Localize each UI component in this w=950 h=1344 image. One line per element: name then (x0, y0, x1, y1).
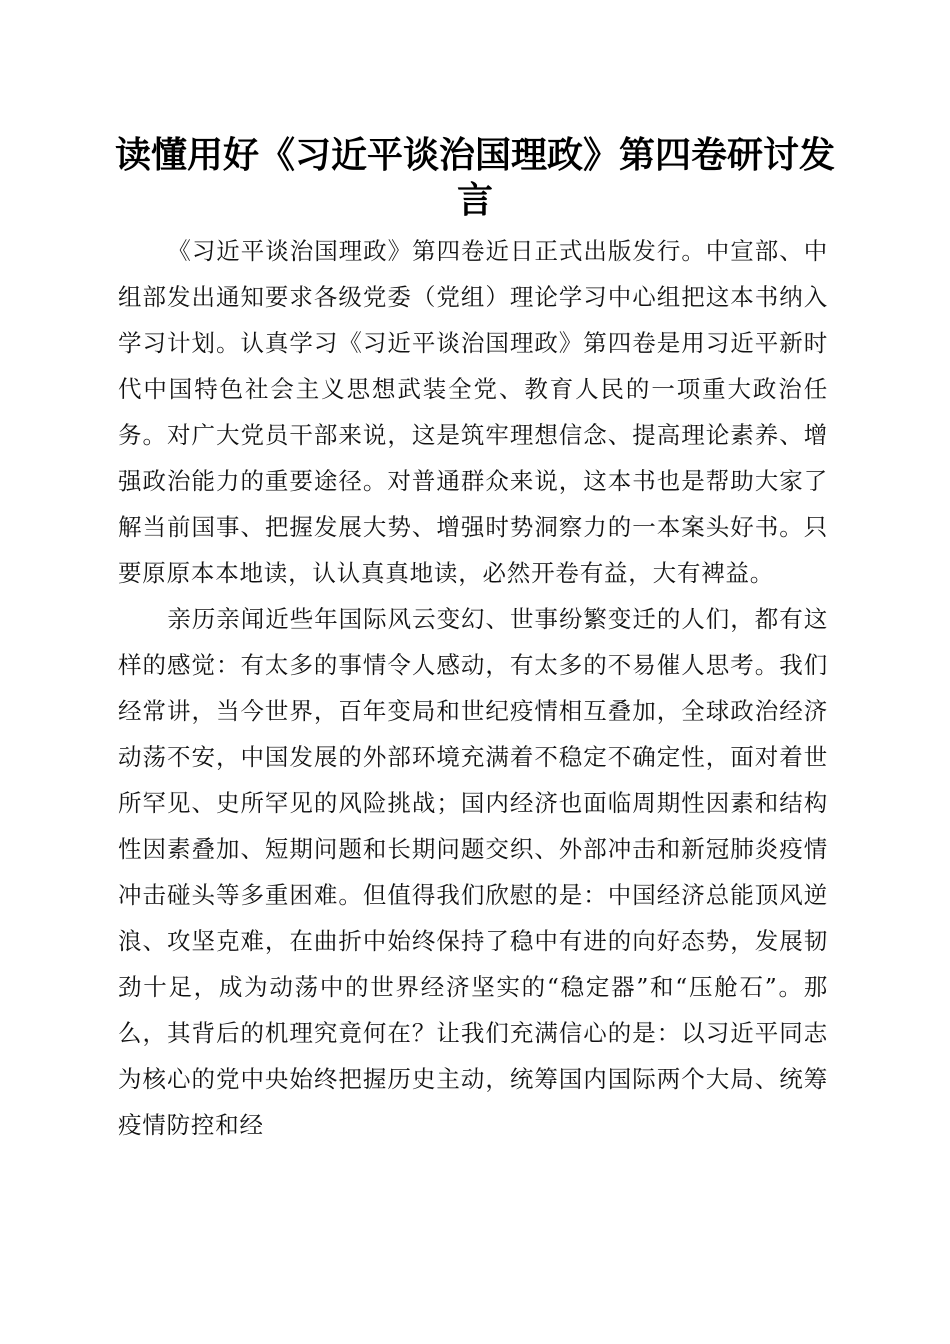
document-title: 读懂用好《习近平谈治国理政》第四卷研讨发言 (114, 134, 835, 221)
paragraph-1: 《习近平谈治国理政》第四卷近日正式出版发行。中宣部、中组部发出通知要求各级党委（党组）理论学习中心组把这本书纳入学习计划。认真学习《习近平谈治国理政》第四卷是用习近平新时代中国特色社会主义思想武装全党、教育人民的一项重大政治任务。对广大党员干部来说，这是筑牢理想信念、提高理论素养、增强政治能力的重要途径。对普通群众来说，这本书也是帮助大家了解当前国事、把握发展大势、增强时势洞察力的一本案头好书。只要原原本本地读，认认真真地读，必然开卷有益，大有裨益。 (118, 237, 828, 587)
document-body (118, 228, 828, 1148)
paragraph-2: 亲历亲闻近些年国际风云变幻、世事纷繁变迁的人们，都有这样的感觉：有太多的事情令人感动，有太多的不易催人思考。我们经常讲，当今世界，百年变局和世纪疫情相互叠加，全球政治经济动荡不安，中国发展的外部环境充满着不稳定不确定性，面对着世所罕见、史所罕见的风险挑战；国内经济也面临周期性因素和结构性因素叠加、短期问题和长期问题交织、外部冲击和新冠肺炎疫情冲击碰头等多重困难。但值得我们欣慰的是：中国经济总能顶风逆浪、攻坚克难，在曲折中始终保持了稳中有进的向好态势，发展韧劲十足，成为动荡中的世界经济坚实的“稳定器”和“压舱石”。那么，其背后的机理究竟何在？让我们充满信心的是：以习近平同志为核心的党中央始终把握历史主动，统筹国内国际两个大局、统筹疫情防控和经 (118, 605, 828, 1139)
